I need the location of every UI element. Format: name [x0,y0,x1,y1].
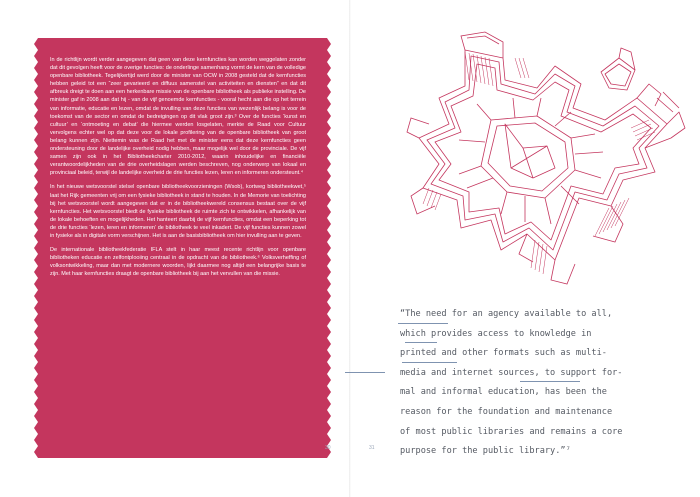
paragraph: In het nieuwe wetsvoorstel stelsel openbare bibliotheekvoorzieningen (Wsob), kortweg bibliotheekwet,⁵ laat het Rijk gemeenten vrij om een fysieke bibliotheek in stand te houden. In de Memorie van toelichting bij het wetsvoorstel wordt aangegeven dat er in de bibliotheekwereld consensus bestaat over de vijf kernfuncties. Het wetsvoorstel biedt de fysieke bibliotheek de ruimte zich te ontwikkelen, afhankelijk van de lokale behoeften en mogelijkheden. Het hanteert daarbij de vijf kernfuncties, omdat een beperking tot de drie functies ‘lezen, leren en informeren’ de bibliotheek te veel inkadert. De vijf functies kunnen zowel in fysieke als in digitale vorm verschijnen. Het is aan de basisbibliotheek om hier invulling aan te geven. [50,184,306,239]
quote-underline [405,342,437,343]
quote-underline [345,372,385,373]
page-gutter [349,0,351,497]
page-number-right: 31 [369,445,375,451]
page-number-left: 30 [325,445,331,451]
quote-line: which provides access to knowledge in [400,328,592,339]
quote-underline [398,323,448,324]
fortress-floorplan-illustration [405,28,690,288]
quote-line: of most public libraries and remains a core [400,426,623,437]
quote-line: mal and informal education, has been the [400,387,607,398]
quote-line: purpose for the public library.”⁷ [400,446,571,457]
quote-line: media and internet sources, to support for- [400,367,623,378]
quote-line: “The need for an agency available to all, [400,309,613,319]
quote-underline [402,362,457,363]
paragraph: In de richtlijn wordt verder aangegeven dat geen van deze kernfuncties kan worden weggelaten zonder dat dit gevolgen heeft voor de overige functies: de onderlinge samenhang vormt de kern van de volledige openbare bibliotheek. Tegelijkertijd werd door de minister van OCW in 2008 gesteld dat de kernfuncties hebben geleid tot een “zeer gevarieerd en diffuus samenstel van activiteiten en diensten” en dat dit afbreuk dreigt te doen aan een herkenbare missie van de openbare bibliotheek als publieke instelling. De minister gaf in 2008 aan dat hij - van de vijf genoemde kernfuncties - vooral hecht aan die op het terrein van informatie, educatie en lezen, omdat de invulling van deze functies van wezenlijk belang is voor de toekomst van de sector en omdat de bedreigingen op dit vlak groot zijn.³ Over de functies ‘kunst en cultuur’ en ‘ontmoeting en debat’ die hiermee werden losgelaten, merkte de Raad voor Cultuur vervolgens echter wel op dat deze voor de lokale profilering van de openbare bibliotheek van groot belang kunnen zijn. Niettemin was de Raad het met de minister eens dat deze kernfuncties geen ondersteuning door de landelijke overheid nodig hebben, maar mogelijk wel door de provinciale. De vijf samen zijn ook in het Bibliotheekcharter 2010-2012, waarin inhoudelijke en financiële verantwoordelijkheden van de drie overheidslagen werden beschreven, nog onderwerp van lokaal en provinciaal beleid, terwijl de landelijke overheid de drie functies lezen, leren en informeren ondersteunt.⁴ [50,57,306,177]
quote-line: printed and other formats such as multi- [400,348,607,359]
quote-line: reason for the foundation and maintenance [400,406,613,417]
quote-underline [520,381,580,382]
paragraph: De internationale bibliotheekfederatie IFLA stelt in haar meest recente richtlijn voor openbare bibliotheken educatie en zelfontplooiing centraal in de opdracht van de bibliotheek.⁶ Volksverheffing of volksontwikkeling, maar dan met modernere woorden, lijkt daarmee nog altijd een belangrijke basis te zijn. Met haar kernfuncties draagt de openbare bibliotheek bij aan het vervullen van die missie. [50,247,306,278]
pull-quote [400,305,690,462]
body-text [50,56,306,278]
